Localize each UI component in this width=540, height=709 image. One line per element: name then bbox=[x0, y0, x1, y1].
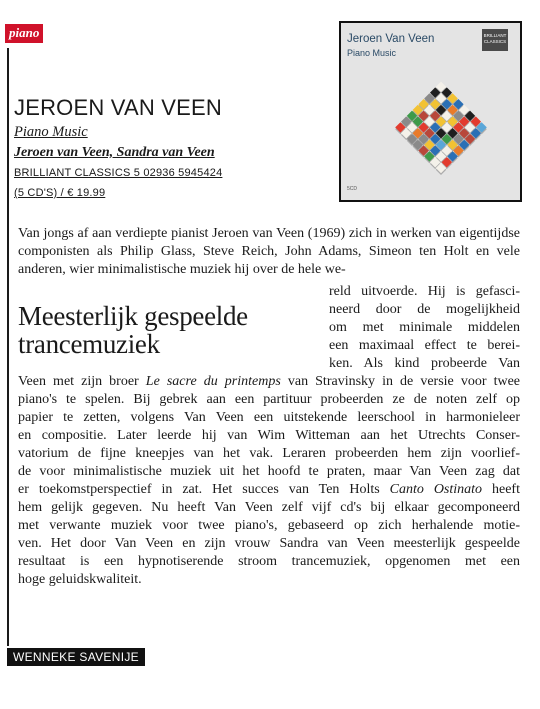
body-text: van Stravinsky in de versie voor twee bbox=[280, 374, 520, 389]
body-text: heeft bbox=[482, 482, 520, 497]
body-line: papier te zetten, volgens Van Veen een uitstekende leerschool in harmonieleer bbox=[18, 410, 520, 425]
artist-name: JEROEN VAN VEEN bbox=[14, 95, 222, 120]
body-text: Veen met zijn broer bbox=[18, 374, 146, 389]
body-text: er toekomstperspectief in zat. Het succes van Ten Holts bbox=[18, 482, 390, 497]
label-catalog: BRILLIANT CLASSICS 5 02936 5945424 bbox=[14, 167, 223, 179]
body-line: met verwante muziek voor twee piano's, gebaseerd op zich herhalende motie- bbox=[18, 518, 520, 533]
category-tag: piano bbox=[5, 24, 43, 43]
album-title: Piano Music bbox=[14, 124, 88, 140]
body-line: ven. Het door Van Veen en zijn vrouw Sandra van Veen meesterlijk gespeelde bbox=[18, 536, 520, 551]
body-line: vatorium de fijne kneepjes van het vak. Leraren probeerden hem zijn voorlief- bbox=[18, 446, 520, 461]
work-title: Canto Ostinato bbox=[389, 482, 483, 497]
pull-quote: Meesterlijk gespeelde trancemuziek bbox=[18, 301, 248, 359]
body-line: neerd door de mogelijkheid bbox=[329, 302, 520, 317]
body-line: de voor minimalistische muziek uit het hoofd te praten, maar Van Veen zag dat bbox=[18, 464, 520, 479]
cover-subtitle: Piano Music bbox=[347, 48, 397, 58]
body-line: resultaat is een hypnotiserende stroom trancemuziek, opgenomen met een bbox=[18, 554, 520, 569]
body-line: en compositie. Later leerde hij van Wim Witteman aan het Utrechts Conser- bbox=[18, 428, 520, 443]
intro-paragraph: Van jongs af aan verdiepte pianist Jeroen van Veen (1969) zich in werken van eigentijdse componisten als Philip Glass, Steve Reich, John Adams, Simeon ten Holt en vele anderen, wier minimalistische muziek hij over de hele we- bbox=[18, 226, 520, 277]
body-line: piano's te spelen. Bij gebrek aan een partituur probeerden ze de noten zelf op bbox=[18, 392, 520, 407]
work-title: Le sacre du printemps bbox=[145, 374, 281, 389]
body-line: hoge geluidskwaliteit. bbox=[18, 572, 142, 587]
body-line: een maximaal effect te berei- bbox=[329, 338, 520, 353]
body-line bbox=[18, 481, 520, 499]
cover-cd-count: 5CD bbox=[347, 186, 358, 192]
body-line: hem gelijk gegeven. Nu heeft Van Veen zelf vijf cd's bij elkaar gecomponeerd bbox=[18, 500, 520, 515]
body-line bbox=[18, 373, 520, 391]
label-logo: BRILLIANT CLASSICS bbox=[482, 29, 508, 51]
cover-artist: Jeroen Van Veen bbox=[347, 33, 435, 45]
format-price: (5 CD'S) / € 19.99 bbox=[14, 187, 106, 199]
left-rule bbox=[7, 48, 9, 646]
album-cover bbox=[339, 21, 522, 202]
body-line: ken. Als kind probeerde Van bbox=[329, 356, 520, 371]
body-line: reld uitvoerde. Hij is gefasci- bbox=[329, 284, 520, 299]
body-line: om met minimale middelen bbox=[329, 320, 520, 335]
performers: Jeroen van Veen, Sandra van Veen bbox=[14, 145, 215, 160]
byline: WENNEKE SAVENIJE bbox=[7, 648, 145, 666]
